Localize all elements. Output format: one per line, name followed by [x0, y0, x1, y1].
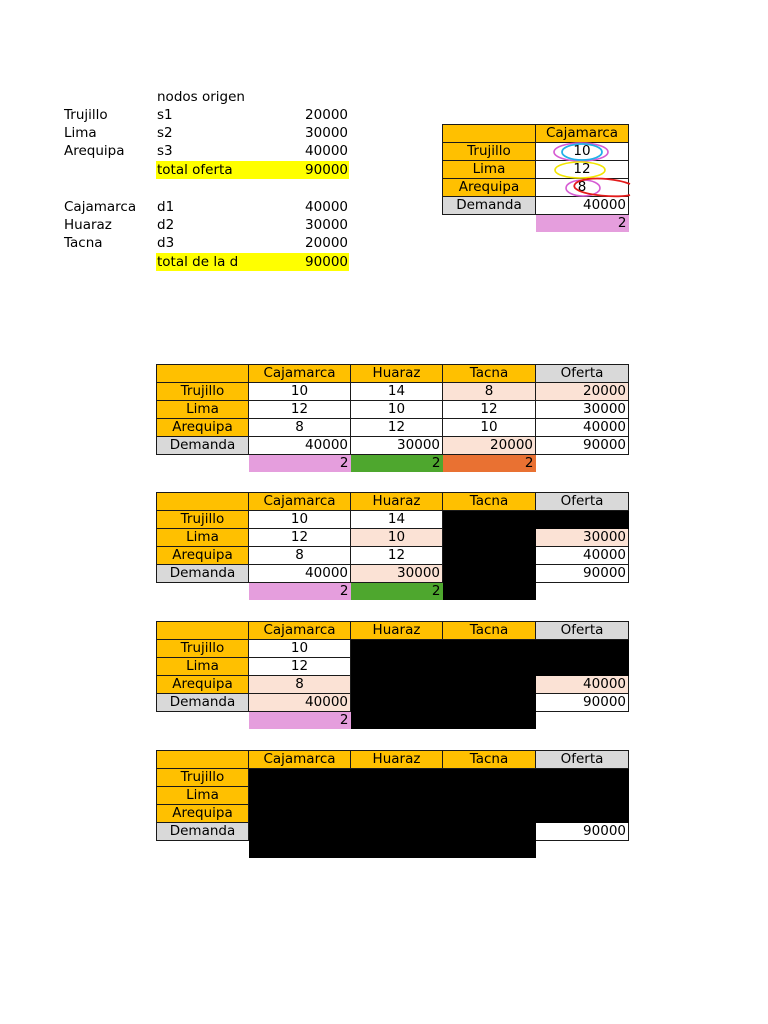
empty-cell — [157, 712, 249, 730]
demanda-label: Demanda — [157, 437, 249, 455]
dest-name: Huaraz — [64, 217, 112, 233]
penalty-cell: 2 — [351, 455, 443, 473]
eliminated-cell — [351, 658, 443, 676]
cost-cell: 10 — [249, 640, 351, 658]
mini-table — [442, 124, 629, 232]
row-label: Arequipa — [157, 805, 249, 823]
eliminated-cell — [351, 769, 443, 787]
mini-empty — [443, 215, 536, 233]
eliminated-cell — [443, 658, 536, 676]
cost-cell: 12 — [351, 419, 443, 437]
demanda-cell: 40000 — [249, 437, 351, 455]
empty-cell — [536, 455, 629, 473]
eliminated-cell — [249, 805, 351, 823]
total-cell: 90000 — [536, 694, 629, 712]
col-header-oferta: Oferta — [536, 365, 629, 383]
eliminated-cell — [443, 676, 536, 694]
col-header-oferta: Oferta — [536, 751, 629, 769]
oferta-cell: 20000 — [536, 383, 629, 401]
col-header: Cajamarca — [249, 751, 351, 769]
oferta-cell: 40000 — [536, 547, 629, 565]
eliminated-cell — [443, 712, 536, 730]
empty-cell — [157, 583, 249, 601]
dest-code: d2 — [157, 217, 175, 233]
cost-cell: 12 — [249, 529, 351, 547]
demanda-label: Demanda — [157, 565, 249, 583]
col-header: Huaraz — [351, 622, 443, 640]
mini-demanda-value: 40000 — [536, 197, 629, 215]
col-header: Huaraz — [351, 751, 443, 769]
eliminated-cell — [443, 841, 536, 859]
corner-cell — [157, 493, 249, 511]
oferta-cell: 40000 — [536, 676, 629, 694]
dest-value: 30000 — [305, 217, 348, 233]
cost-cell: 10 — [249, 511, 351, 529]
row-label: Arequipa — [157, 676, 249, 694]
mini-cell: 12 — [536, 161, 629, 179]
mini-cell: 8 — [536, 179, 629, 197]
row-label: Trujillo — [157, 383, 249, 401]
origin-code: s2 — [157, 125, 173, 141]
eliminated-cell — [536, 787, 629, 805]
col-header: Cajamarca — [249, 493, 351, 511]
demanda-cell-selected: 20000 — [443, 437, 536, 455]
mini-row-label: Lima — [443, 161, 536, 179]
origin-value: 40000 — [305, 143, 348, 159]
eliminated-cell — [443, 769, 536, 787]
col-header: Tacna — [443, 751, 536, 769]
eliminated-cell — [536, 805, 629, 823]
demanda-cell-selected: 30000 — [351, 565, 443, 583]
mini-header: Cajamarca — [536, 125, 629, 143]
eliminated-cell — [443, 511, 536, 529]
eliminated-cell — [351, 694, 443, 712]
row-label: Lima — [157, 529, 249, 547]
empty-cell — [536, 712, 629, 730]
eliminated-cell — [443, 805, 536, 823]
total-cell: 90000 — [536, 565, 629, 583]
total-cell: 90000 — [536, 823, 629, 841]
row-label: Lima — [157, 401, 249, 419]
cost-cell: 12 — [351, 547, 443, 565]
row-label: Arequipa — [157, 547, 249, 565]
origin-value: 30000 — [305, 125, 348, 141]
eliminated-cell — [443, 787, 536, 805]
dest-total-row — [156, 253, 349, 271]
eliminated-cell — [351, 676, 443, 694]
origin-total-value: 90000 — [305, 162, 348, 178]
cost-cell: 12 — [249, 658, 351, 676]
demanda-cell-selected: 40000 — [249, 694, 351, 712]
eliminated-cell — [443, 583, 536, 601]
eliminated-cell — [351, 805, 443, 823]
origin-value: 20000 — [305, 107, 348, 123]
row-label: Arequipa — [157, 419, 249, 437]
penalty-cell: 2 — [249, 712, 351, 730]
demanda-label: Demanda — [157, 823, 249, 841]
vogel-table-1 — [156, 364, 629, 472]
col-header: Cajamarca — [249, 622, 351, 640]
col-header: Huaraz — [351, 493, 443, 511]
col-header: Tacna — [443, 493, 536, 511]
mini-penalty: 2 — [536, 215, 629, 233]
mini-demanda-label: Demanda — [443, 197, 536, 215]
dest-value: 20000 — [305, 235, 348, 251]
mini-corner — [443, 125, 536, 143]
dest-total-label: total de la d — [157, 254, 239, 270]
eliminated-cell — [536, 769, 629, 787]
empty-cell — [536, 841, 629, 859]
cost-cell: 10 — [443, 419, 536, 437]
dest-total-value: 90000 — [305, 254, 348, 270]
origin-total-row — [156, 161, 349, 179]
cost-cell: 14 — [351, 511, 443, 529]
penalty-cell: 2 — [443, 455, 536, 473]
eliminated-cell — [443, 565, 536, 583]
origin-total-label: total oferta — [157, 162, 233, 178]
eliminated-cell — [351, 787, 443, 805]
eliminated-cell — [536, 640, 629, 658]
mini-row-label: Trujillo — [443, 143, 536, 161]
origin-header: nodos origen — [157, 89, 245, 105]
origin-name: Trujillo — [64, 107, 108, 123]
total-cell: 90000 — [536, 437, 629, 455]
eliminated-cell — [249, 769, 351, 787]
eliminated-cell — [443, 547, 536, 565]
dest-name: Cajamarca — [64, 199, 137, 215]
corner-cell — [157, 365, 249, 383]
demanda-cell: 40000 — [249, 565, 351, 583]
eliminated-cell — [351, 841, 443, 859]
eliminated-cell — [536, 658, 629, 676]
penalty-cell: 2 — [249, 455, 351, 473]
vogel-table-2 — [156, 492, 629, 600]
origin-code: s1 — [157, 107, 173, 123]
col-header-oferta: Oferta — [536, 622, 629, 640]
cost-cell: 10 — [249, 383, 351, 401]
oferta-cell: 30000 — [536, 529, 629, 547]
row-label: Trujillo — [157, 769, 249, 787]
col-header-oferta: Oferta — [536, 493, 629, 511]
eliminated-cell — [249, 841, 351, 859]
dest-value: 40000 — [305, 199, 348, 215]
dest-code: d1 — [157, 199, 175, 215]
cost-cell: 10 — [351, 401, 443, 419]
eliminated-cell — [443, 640, 536, 658]
cost-cell-selected: 8 — [249, 676, 351, 694]
row-label: Lima — [157, 787, 249, 805]
eliminated-cell — [443, 529, 536, 547]
col-header: Tacna — [443, 622, 536, 640]
eliminated-cell — [249, 787, 351, 805]
origin-name: Lima — [64, 125, 97, 141]
eliminated-cell — [249, 823, 351, 841]
cost-cell-selected: 10 — [351, 529, 443, 547]
empty-cell — [536, 583, 629, 601]
empty-cell — [157, 455, 249, 473]
penalty-cell: 2 — [351, 583, 443, 601]
row-label: Trujillo — [157, 511, 249, 529]
demanda-cell: 30000 — [351, 437, 443, 455]
eliminated-cell — [351, 823, 443, 841]
vogel-table-3 — [156, 621, 629, 729]
penalty-cell: 2 — [249, 583, 351, 601]
vogel-table-4 — [156, 750, 629, 858]
eliminated-cell — [351, 640, 443, 658]
cost-cell: 8 — [249, 419, 351, 437]
col-header: Huaraz — [351, 365, 443, 383]
row-label: Trujillo — [157, 640, 249, 658]
row-label: Lima — [157, 658, 249, 676]
oferta-cell: 40000 — [536, 419, 629, 437]
demanda-label: Demanda — [157, 694, 249, 712]
cost-cell: 14 — [351, 383, 443, 401]
col-header: Cajamarca — [249, 365, 351, 383]
col-header: Tacna — [443, 365, 536, 383]
cost-cell: 12 — [249, 401, 351, 419]
origin-name: Arequipa — [64, 143, 125, 159]
cost-cell: 8 — [249, 547, 351, 565]
oferta-cell: 30000 — [536, 401, 629, 419]
eliminated-cell — [443, 823, 536, 841]
eliminated-cell — [536, 511, 629, 529]
dest-name: Tacna — [64, 235, 103, 251]
cost-cell-selected: 8 — [443, 383, 536, 401]
mini-cell: 10 — [536, 143, 629, 161]
cost-cell: 12 — [443, 401, 536, 419]
corner-cell — [157, 622, 249, 640]
eliminated-cell — [351, 712, 443, 730]
corner-cell — [157, 751, 249, 769]
mini-row-label: Arequipa — [443, 179, 536, 197]
dest-code: d3 — [157, 235, 175, 251]
eliminated-cell — [443, 694, 536, 712]
empty-cell — [157, 841, 249, 859]
origin-code: s3 — [157, 143, 173, 159]
